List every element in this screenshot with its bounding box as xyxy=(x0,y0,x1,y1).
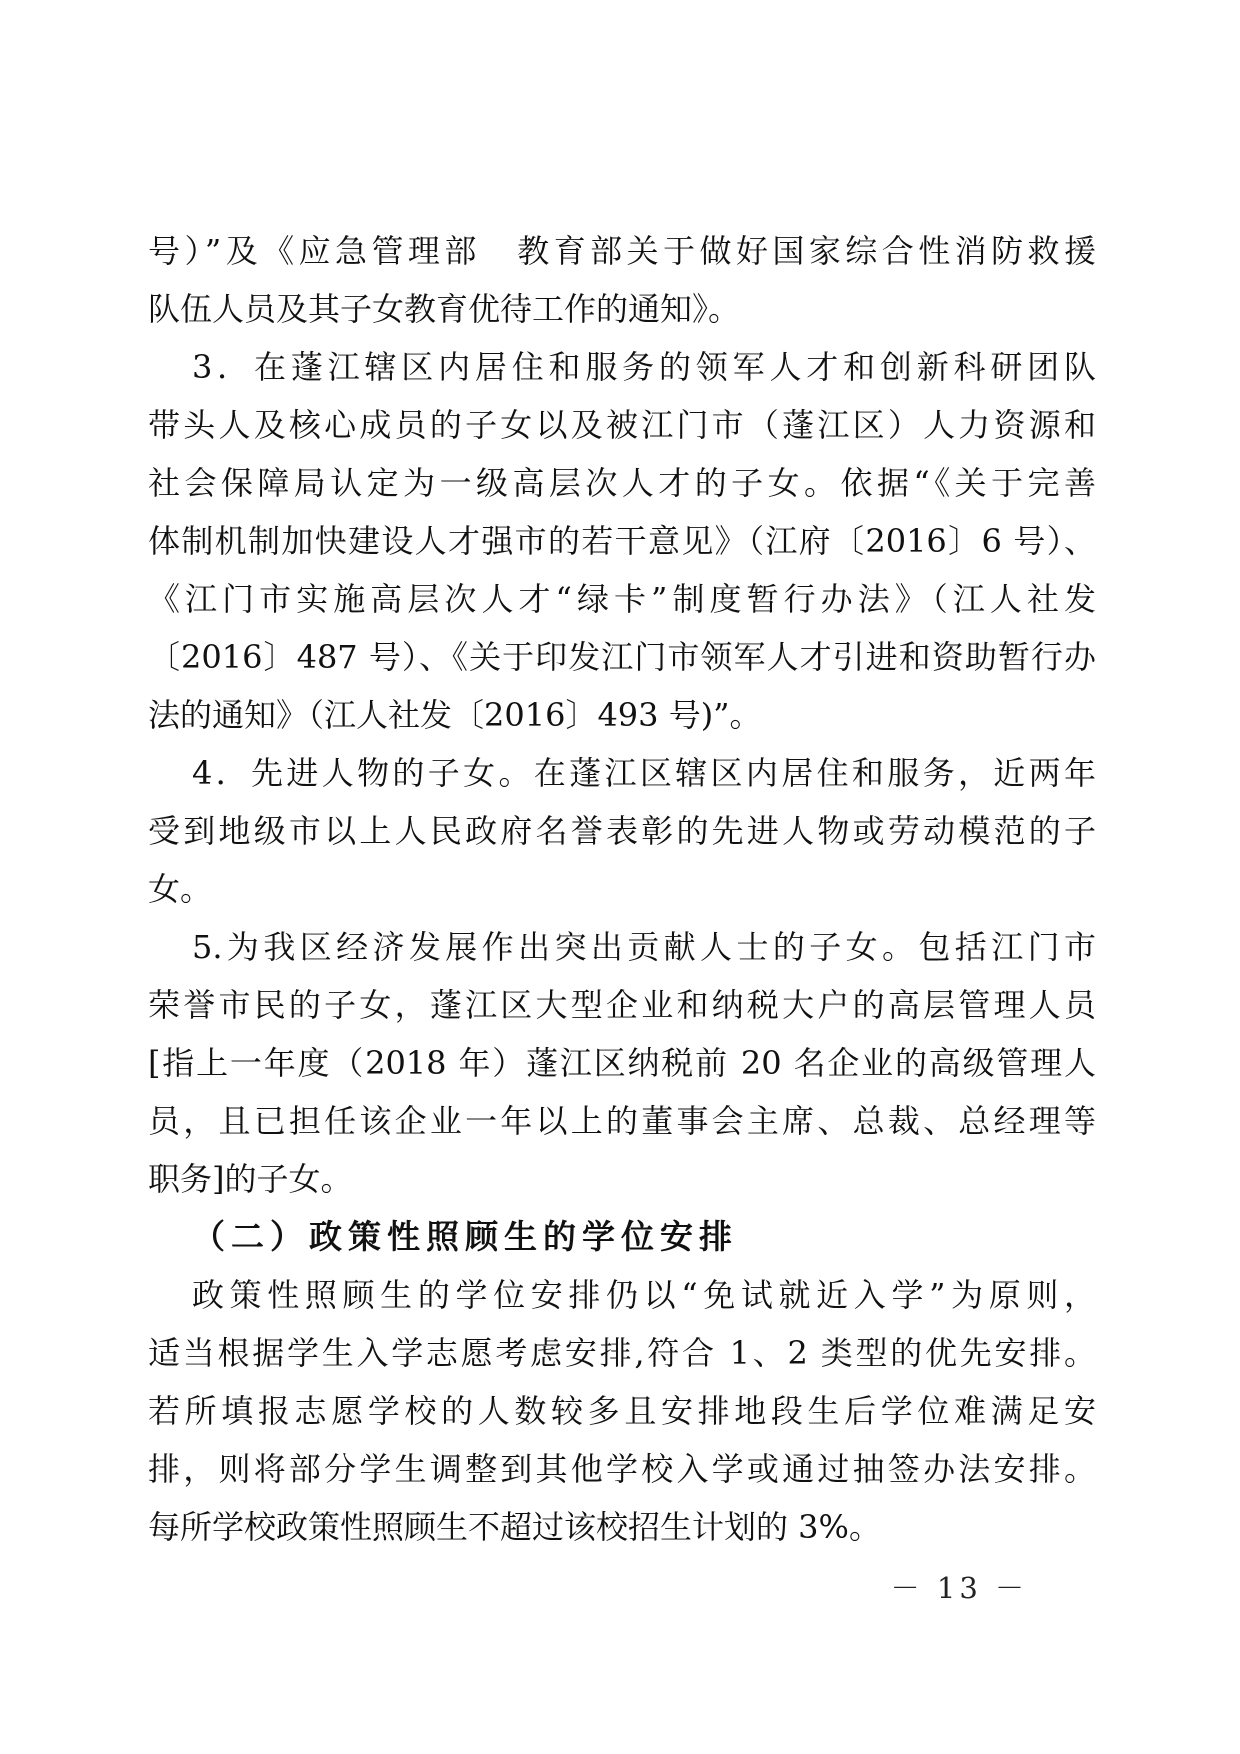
text-line: 带头人及核心成员的子女以及被江门市（蓬江区）人力资源和 xyxy=(148,406,1096,444)
text-line: 政策性照顾生的学位安排仍以“免试就近入学”为原则， xyxy=(192,1276,1096,1314)
text-line: 〔2016〕487 号）、《关于印发江门市领军人才引进和资助暂行办 xyxy=(148,638,1096,676)
text-line: 排，则将部分学生调整到其他学校入学或通过抽签办法安排。 xyxy=(148,1450,1096,1488)
text-line: 3．在蓬江辖区内居住和服务的领军人才和创新科研团队 xyxy=(192,348,1096,386)
text-line: [指上一年度（2018 年）蓬江区纳税前 20 名企业的高级管理人 xyxy=(148,1044,1096,1082)
text-line: 适当根据学生入学志愿考虑安排,符合 1、2 类型的优先安排。 xyxy=(148,1334,1096,1372)
text-line: 体制机制加快建设人才强市的若干意见》（江府〔2016〕6 号）、 xyxy=(148,522,1096,560)
section-heading: （二）政策性照顾生的学位安排 xyxy=(192,1217,738,1256)
text-line: 《江门市实施高层次人才“绿卡”制度暂行办法》（江人社发 xyxy=(148,580,1096,618)
text-line: 受到地级市以上人民政府名誉表彰的先进人物或劳动模范的子 xyxy=(148,812,1096,850)
text-line: 号）”及《应急管理部 教育部关于做好国家综合性消防救援 xyxy=(148,232,1096,270)
text-line: 员，且已担任该企业一年以上的董事会主席、总裁、总经理等 xyxy=(148,1102,1096,1140)
text-line: 每所学校政策性照顾生不超过该校招生计划的 3%。 xyxy=(148,1508,881,1546)
text-line: 法的通知》（江人社发〔2016〕493 号)”。 xyxy=(148,696,762,734)
text-line: 荣誉市民的子女，蓬江区大型企业和纳税大户的高层管理人员 xyxy=(148,986,1096,1024)
text-line: 4．先进人物的子女。在蓬江区辖区内居住和服务，近两年 xyxy=(192,754,1096,792)
document-body xyxy=(148,222,1096,1556)
text-line: 5.为我区经济发展作出突出贡献人士的子女。包括江门市 xyxy=(192,928,1096,966)
text-line: 若所填报志愿学校的人数较多且安排地段生后学位难满足安 xyxy=(148,1392,1096,1430)
text-line: 社会保障局认定为一级高层次人才的子女。依据“《关于完善 xyxy=(148,464,1096,502)
page-number: － 13 － xyxy=(890,1571,1028,1605)
text-line: 女。 xyxy=(148,870,213,908)
text-line: 队伍人员及其子女教育优待工作的通知》。 xyxy=(148,290,741,328)
text-line: 职务]的子女。 xyxy=(148,1160,353,1198)
